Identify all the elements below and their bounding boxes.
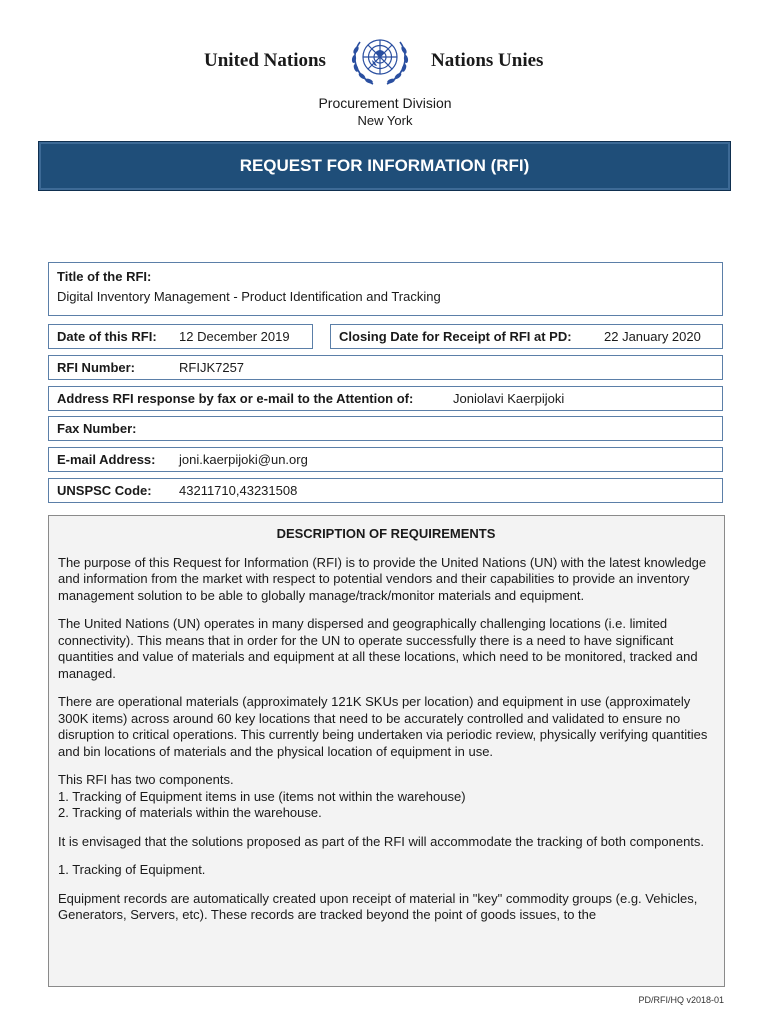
rfi-title-label: Title of the RFI: <box>57 269 152 284</box>
city-name: New York <box>357 113 413 128</box>
unspsc-code-label: UNSPSC Code: <box>57 483 152 498</box>
division-name: Procurement Division <box>318 95 452 111</box>
org-name-french: Nations Unies <box>431 50 544 71</box>
description-paragraph: The purpose of this Request for Information (RFI) is to provide the United Nations (UN) with the latest knowledge and information from the market with respect to potential vendors and their capabilities to provide an inventory management solution to be able to globally manage/track/monitor materials and equipment. <box>58 554 707 603</box>
document-title: REQUEST FOR INFORMATION (RFI) <box>239 156 530 175</box>
closing-date-value: 22 January 2020 <box>604 329 701 344</box>
description-paragraph: This RFI has two components. 1. Tracking of Equipment items in use (items not within the warehouse) 2. Tracking of materials within the warehouse. <box>58 772 466 820</box>
rfi-title-value: Digital Inventory Management - Product Identification and Tracking <box>57 289 441 304</box>
document-version-code: PD/RFI/HQ v2018-01 <box>638 995 724 1005</box>
description-of-requirements <box>48 515 725 987</box>
document-title-banner <box>38 141 731 191</box>
rfi-date-field <box>48 324 313 349</box>
attention-label: Address RFI response by fax or e-mail to the Attention of: <box>57 391 414 406</box>
org-name-english: United Nations <box>204 50 326 71</box>
attention-field <box>48 386 723 411</box>
closing-date-label: Closing Date for Receipt of RFI at PD: <box>339 329 572 344</box>
attention-value: Joniolavi Kaerpijoki <box>453 391 565 406</box>
email-address-field <box>48 447 723 472</box>
description-paragraph: 1. Tracking of Equipment. <box>58 862 206 877</box>
rfi-date-label: Date of this RFI: <box>57 329 157 344</box>
description-paragraph: It is envisaged that the solutions proposed as part of the RFI will accommodate the tracking of both components. <box>58 833 705 849</box>
unspsc-code-field <box>48 478 723 503</box>
closing-date-field <box>330 324 723 349</box>
unspsc-code-value: 43211710,43231508 <box>179 483 298 498</box>
fax-number-field <box>48 416 723 441</box>
rfi-date-value: 12 December 2019 <box>179 329 290 344</box>
rfi-number-value: RFIJK7257 <box>179 360 245 375</box>
rfi-title-field <box>48 262 723 316</box>
description-paragraph: The United Nations (UN) operates in many dispersed and geographically challenging locations (i.e. limited connectivity). This means that in order for the UN to operate successfully there is a need to have significant quantities and value of materials and equipment at all these locations, which need to be monitored, tracked and managed. <box>58 616 698 681</box>
email-address-label: E-mail Address: <box>57 452 156 467</box>
email-address-value: joni.kaerpijoki@un.org <box>179 452 308 467</box>
un-emblem-icon <box>347 30 413 92</box>
description-paragraph: Equipment records are automatically created upon receipt of material in "key" commodity groups (e.g. Vehicles, Generators, Servers, etc). These records are tracked beyond the point of goods issues, to the <box>58 890 698 922</box>
description-heading: DESCRIPTION OF REQUIREMENTS <box>276 526 496 541</box>
fax-number-label: Fax Number: <box>57 421 137 436</box>
rfi-number-label: RFI Number: <box>57 360 135 375</box>
rfi-number-field <box>48 355 723 380</box>
description-paragraph: There are operational materials (approximately 121K SKUs per location) and equipment in use (approximately 300K items) across around 60 key locations that need to be accurately controlled and validated to ensure no disruption to critical operations. This currently being undertaken via periodic review, physically verifying quantities and bin locations of materials and the physical location of equipment in use. <box>58 694 708 759</box>
